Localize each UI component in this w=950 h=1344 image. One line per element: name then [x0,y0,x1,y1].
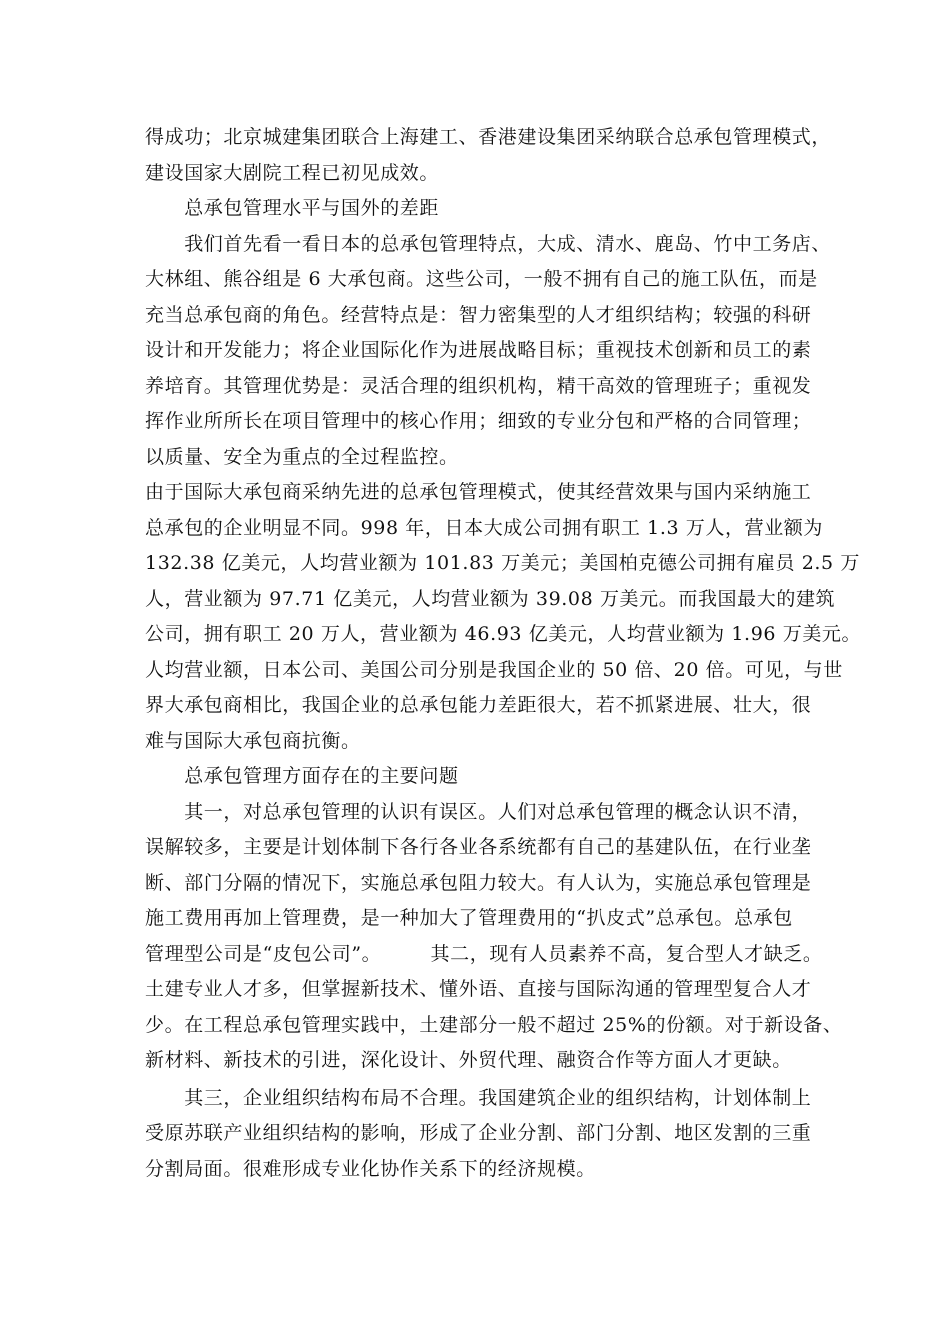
text-line: 施工费用再加上管理费，是一种加大了管理费用的“扒皮式”总承包。总承包 [145,907,793,929]
section-heading: 总承包管理方面存在的主要问题 [145,765,459,787]
text-line: 其三，企业组织结构布局不合理。我国建筑企业的组织结构，计划体制上 [145,1086,812,1109]
text-line: 界大承包商相比，我国企业的总承包能力差距很大，若不抓紧进展、壮大，很 [145,694,812,716]
text-line: 新材料、新技术的引进，深化设计、外贸代理、融资合作等方面人才更缺。 [145,1049,792,1071]
text-line: 充当总承包商的角色。经营特点是：智力密集型的人才组织结构；较强的科研 [145,303,812,326]
text-line: 挥作业所所长在项目管理中的核心作用；细致的专业分包和严格的合同管理； [145,410,812,432]
text-line: 大林组、熊谷组是 6 大承包商。这些公司，一般不拥有自己的施工队伍，而是 [145,268,818,290]
text-line: 设计和开发能力；将企业国际化作为进展战略目标；重视技术创新和员工的素 [145,339,812,361]
text-line: 难与国际大承包商抗衡。 [145,729,361,752]
text-line: 由于国际大承包商采纳先进的总承包管理模式，使其经营效果与国内采纳施工 [145,481,812,503]
text-line: 人均营业额，日本公司、美国公司分别是我国企业的 50 倍、20 倍。可见，与世 [145,658,843,681]
text-line: 建设国家大剧院工程已初见成效。 [145,161,440,184]
text-line: 受原苏联产业组织结构的影响，形成了企业分割、部门分割、地区发割的三重 [145,1122,812,1144]
text-line: 误解较多，主要是计划体制下各行各业各系统都有自己的基建队伍，在行业垄 [145,836,812,858]
text-line: 养培育。其管理优势是：灵活合理的组织机构，精干高效的管理班子；重视发 [145,374,812,397]
text-line: 管理型公司是“皮包公司”。 其二，现有人员素养不高，复合型人才缺乏。 [145,942,823,965]
text-line: 断、部门分隔的情况下，实施总承包阻力较大。有人认为，实施总承包管理是 [145,871,812,894]
text-line: 我们首先看一看日本的总承包管理特点，大成、清水、鹿岛、竹中工务店、 [145,232,832,255]
text-line: 总承包的企业明显不同。998 年，日本大成公司拥有职工 1.3 万人，营业额为 [145,516,824,539]
text-line: 公司，拥有职工 20 万人，营业额为 46.93 亿美元，人均营业额为 1.96 万美元。 [145,623,862,645]
text-line: 以质量、安全为重点的全过程监控。 [145,445,459,468]
text-line: 得成功；北京城建集团联合上海建工、香港建设集团采纳联合总承包管理模式， [145,126,832,148]
text-line: 其一，对总承包管理的认识有误区。人们对总承包管理的概念认识不清， [145,800,812,823]
body-text [145,120,862,1187]
text-line: 132.38 亿美元，人均营业额为 101.83 万美元；美国柏克德公司拥有雇员 2.5 万 [145,552,860,574]
text-line: 人，营业额为 97.71 亿美元，人均营业额为 39.08 万美元。而我国最大的建筑 [145,587,836,610]
text-line: 土建专业人才多，但掌握新技术、懂外语、直接与国际沟通的管理型复合人才 [145,978,812,1000]
section-heading: 总承包管理水平与国外的差距 [145,197,440,219]
text-line: 少。在工程总承包管理实践中，土建部分一般不超过 25%的份额。对于新设备、 [145,1013,843,1036]
text-line: 分割局面。很难形成专业化协作关系下的经济规模。 [145,1157,596,1180]
